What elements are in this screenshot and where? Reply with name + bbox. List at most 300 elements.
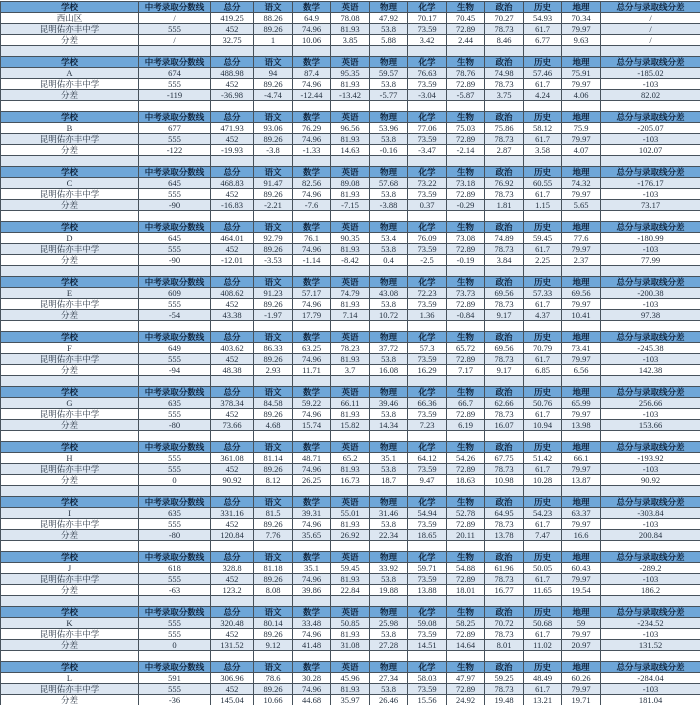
column-header: 地理 [562,442,601,453]
spacer-cell [139,596,211,607]
value-cell: 10.72 [370,310,408,321]
spacer-cell [370,211,408,222]
value-cell: 73.59 [408,409,447,420]
column-header: 政治 [485,222,524,233]
column-header: 化学 [408,607,447,618]
column-header: 地理 [562,2,601,13]
value-cell: -2.21 [254,200,293,211]
column-header: 化学 [408,167,447,178]
spacer-cell [524,46,562,57]
value-cell: 674 [139,68,211,79]
value-cell: 70.34 [562,13,601,24]
spacer-cell [524,651,562,662]
row-label-cell: 昆明佑亦丰中学 [1,299,139,310]
column-header: 历史 [524,387,562,398]
diff-row [1,35,700,46]
value-cell: 61.7 [524,464,562,475]
benchmark-school-row [1,134,700,145]
value-cell: 464.01 [211,233,254,244]
value-cell: / [601,13,700,24]
value-cell: 53.8 [370,244,408,255]
value-cell: 408.62 [211,288,254,299]
value-cell: 78.08 [331,13,370,24]
column-header: 化学 [408,332,447,343]
value-cell: 186.2 [601,585,700,596]
column-header: 物理 [370,552,408,563]
spacer-cell [524,211,562,222]
row-label-cell: 昆明佑亦丰中学 [1,354,139,365]
value-cell: 20.11 [447,530,485,541]
row-label-cell: 分差 [1,255,139,266]
column-header: 物理 [370,2,408,13]
column-header: 物理 [370,277,408,288]
value-cell: 74.89 [485,233,524,244]
column-header: 总分 [211,167,254,178]
spacer-cell [447,266,485,277]
value-cell: 70.72 [485,618,524,629]
value-cell: 93.06 [254,123,293,134]
section-header-row [1,607,700,618]
value-cell: 452 [211,519,254,530]
value-cell: -90 [139,255,211,266]
value-cell: 53.8 [370,409,408,420]
value-cell: 96.56 [331,123,370,134]
benchmark-school-row [1,79,700,90]
value-cell: 0 [139,640,211,651]
column-header: 总分与录取线分差 [601,552,700,563]
spacer-cell [408,46,447,57]
column-header: 政治 [485,662,524,673]
value-cell: -0.29 [447,200,485,211]
value-cell: 555 [139,684,211,695]
value-cell: 89.26 [254,134,293,145]
value-cell: 5.88 [370,35,408,46]
column-header: 历史 [524,112,562,123]
value-cell: 6.77 [524,35,562,46]
value-cell: 256.66 [601,398,700,409]
value-cell: -205.07 [601,123,700,134]
value-cell: 15.74 [293,420,331,431]
value-cell: 26.92 [331,530,370,541]
spacer-cell [408,596,447,607]
value-cell: 7.76 [254,530,293,541]
value-cell: 45.96 [331,673,370,684]
column-header: 中考录取分数线 [139,552,211,563]
spacer-cell [1,431,139,442]
value-cell: 74.96 [293,574,331,585]
value-cell: 32.75 [211,35,254,46]
school-row [1,68,700,79]
spacer-cell [408,156,447,167]
row-label-cell: 昆明佑亦丰中学 [1,464,139,475]
value-cell: 78.73 [485,134,524,145]
value-cell: 13.21 [524,695,562,705]
value-cell: 10.28 [524,475,562,486]
column-header: 生物 [447,442,485,453]
column-header: 数学 [293,2,331,13]
value-cell: 74.98 [485,68,524,79]
value-cell: 452 [211,134,254,145]
value-cell: 3.7 [331,365,370,376]
value-cell: 78.73 [485,299,524,310]
row-label-cell: 昆明佑亦丰中学 [1,134,139,145]
value-cell: 53.96 [370,123,408,134]
column-header: 生物 [447,277,485,288]
value-cell: 79.97 [562,629,601,640]
value-cell: 72.89 [447,244,485,255]
value-cell: 17.79 [293,310,331,321]
row-label-cell: 分差 [1,365,139,376]
value-cell: 555 [139,79,211,90]
column-header: 总分 [211,552,254,563]
value-cell: 72.89 [447,24,485,35]
spacer-row [1,376,700,387]
value-cell: 72.23 [408,288,447,299]
value-cell: 61.7 [524,244,562,255]
value-cell: 8.01 [485,640,524,651]
column-header: 学校 [1,167,139,178]
value-cell: / [601,24,700,35]
value-cell: 14.64 [447,640,485,651]
column-header: 中考录取分数线 [139,57,211,68]
value-cell: 81.93 [331,409,370,420]
value-cell: 635 [139,508,211,519]
spacer-cell [562,541,601,552]
row-label-cell: J [1,563,139,574]
spacer-cell [524,266,562,277]
value-cell: 58.25 [447,618,485,629]
spacer-cell [1,211,139,222]
value-cell: 26.25 [293,475,331,486]
benchmark-school-row [1,189,700,200]
value-cell: 72.89 [447,134,485,145]
value-cell: 78.73 [485,684,524,695]
value-cell: 91.47 [254,178,293,189]
column-header: 语文 [254,387,293,398]
value-cell: 33.48 [293,618,331,629]
column-header: 总分与录取线分差 [601,57,700,68]
spacer-cell [562,431,601,442]
value-cell: 2.37 [562,255,601,266]
value-cell: -36 [139,695,211,705]
value-cell: -90 [139,200,211,211]
value-cell: -36.98 [211,90,254,101]
value-cell: 73.59 [408,79,447,90]
value-cell: 53.4 [370,233,408,244]
value-cell: 69.56 [485,288,524,299]
value-cell: -4.74 [254,90,293,101]
value-cell: 59.45 [331,563,370,574]
value-cell: 76.29 [293,123,331,134]
spacer-cell [601,211,700,222]
value-cell: 77.99 [601,255,700,266]
section-header-row [1,442,700,453]
column-header: 中考录取分数线 [139,2,211,13]
value-cell: -103 [601,354,700,365]
column-header: 历史 [524,332,562,343]
spacer-cell [211,156,254,167]
value-cell: 555 [139,453,211,464]
spacer-cell [211,431,254,442]
column-header: 生物 [447,2,485,13]
value-cell: 61.7 [524,574,562,585]
column-header: 语文 [254,552,293,563]
row-label-cell: 分差 [1,640,139,651]
column-header: 政治 [485,277,524,288]
value-cell: 73.59 [408,684,447,695]
column-header: 总分与录取线分差 [601,387,700,398]
value-cell: 89.26 [254,299,293,310]
spacer-cell [331,651,370,662]
column-header: 政治 [485,442,524,453]
value-cell: 18.01 [447,585,485,596]
value-cell: 50.05 [524,563,562,574]
spacer-cell [601,596,700,607]
value-cell: 33.92 [370,563,408,574]
spacer-cell [485,156,524,167]
column-header: 数学 [293,552,331,563]
spacer-cell [331,486,370,497]
value-cell: -245.38 [601,343,700,354]
diff-row [1,420,700,431]
column-header: 政治 [485,552,524,563]
value-cell: 555 [139,629,211,640]
spacer-cell [370,321,408,332]
value-cell: 123.2 [211,585,254,596]
spacer-cell [370,46,408,57]
section-header-row [1,167,700,178]
value-cell: 11.65 [524,585,562,596]
value-cell: 419.25 [211,13,254,24]
school-row [1,398,700,409]
spacer-cell [447,651,485,662]
value-cell: -2.5 [408,255,447,266]
column-header: 语文 [254,167,293,178]
column-header: 化学 [408,497,447,508]
value-cell: 53.8 [370,519,408,530]
column-header: 物理 [370,112,408,123]
spacer-cell [211,101,254,112]
value-cell: 51.42 [524,453,562,464]
value-cell: 35.65 [293,530,331,541]
value-cell: 6.85 [524,365,562,376]
value-cell: 70.27 [485,13,524,24]
spacer-cell [370,541,408,552]
column-header: 生物 [447,607,485,618]
value-cell: 91.23 [254,288,293,299]
spacer-cell [447,541,485,552]
row-label-cell: C [1,178,139,189]
value-cell: -119 [139,90,211,101]
value-cell: 7.14 [331,310,370,321]
value-cell: 65.2 [331,453,370,464]
value-cell: 73.73 [447,288,485,299]
value-cell: -122 [139,145,211,156]
column-header: 历史 [524,442,562,453]
value-cell: 61.7 [524,629,562,640]
value-cell: 72.89 [447,189,485,200]
column-header: 政治 [485,112,524,123]
value-cell: -80 [139,420,211,431]
column-header: 总分 [211,662,254,673]
spacer-cell [524,541,562,552]
value-cell: -103 [601,409,700,420]
column-header: 政治 [485,167,524,178]
value-cell: 73.59 [408,464,447,475]
value-cell: 555 [139,189,211,200]
value-cell: 131.52 [601,640,700,651]
column-header: 中考录取分数线 [139,662,211,673]
spacer-cell [447,321,485,332]
value-cell: 31.08 [331,640,370,651]
section-header-row [1,57,700,68]
value-cell: 4.24 [524,90,562,101]
spacer-cell [139,46,211,57]
value-cell: -176.17 [601,178,700,189]
row-label-cell: A [1,68,139,79]
spacer-cell [211,211,254,222]
spacer-row [1,321,700,332]
value-cell: 63.37 [562,508,601,519]
value-cell: -7.15 [331,200,370,211]
section-header-row [1,387,700,398]
column-header: 学校 [1,497,139,508]
value-cell: 13.88 [408,585,447,596]
value-cell: 44.68 [293,695,331,705]
row-label-cell: 昆明佑亦丰中学 [1,629,139,640]
column-header: 数学 [293,662,331,673]
value-cell: -16.83 [211,200,254,211]
value-cell: 82.02 [601,90,700,101]
column-header: 中考录取分数线 [139,112,211,123]
benchmark-school-row [1,24,700,35]
value-cell: 72.89 [447,519,485,530]
diff-row [1,200,700,211]
column-header: 学校 [1,662,139,673]
diff-row [1,310,700,321]
value-cell: 79.97 [562,24,601,35]
value-cell: 9.12 [254,640,293,651]
value-cell: 81.93 [331,629,370,640]
value-cell: -0.16 [370,145,408,156]
spacer-cell [562,376,601,387]
column-header: 学校 [1,222,139,233]
column-header: 语文 [254,607,293,618]
column-header: 英语 [331,277,370,288]
value-cell: 59 [562,618,601,629]
spacer-cell [331,46,370,57]
column-header: 地理 [562,222,601,233]
spacer-cell [408,266,447,277]
value-cell: 57.3 [408,343,447,354]
value-cell: 64.95 [485,508,524,519]
value-cell: 79.97 [562,519,601,530]
value-cell: 35.1 [293,563,331,574]
value-cell: 79.97 [562,409,601,420]
spacer-cell [485,321,524,332]
column-header: 数学 [293,222,331,233]
spacer-row [1,486,700,497]
value-cell: -8.42 [331,255,370,266]
column-header: 中考录取分数线 [139,387,211,398]
value-cell: 361.08 [211,453,254,464]
column-header: 英语 [331,112,370,123]
spacer-cell [139,211,211,222]
value-cell: 53.8 [370,189,408,200]
spacer-cell [408,431,447,442]
column-header: 政治 [485,332,524,343]
spacer-cell [1,596,139,607]
value-cell: 331.16 [211,508,254,519]
value-cell: 3.58 [524,145,562,156]
value-cell: 31.46 [370,508,408,519]
value-cell: 13.98 [562,420,601,431]
column-header: 总分 [211,607,254,618]
spacer-cell [370,596,408,607]
value-cell: 81.5 [254,508,293,519]
row-label-cell: 分差 [1,90,139,101]
spacer-cell [211,651,254,662]
spacer-cell [293,596,331,607]
value-cell: 618 [139,563,211,574]
value-cell: 452 [211,409,254,420]
spacer-cell [370,486,408,497]
value-cell: 1 [254,35,293,46]
value-cell: 200.84 [601,530,700,541]
value-cell: 145.04 [211,695,254,705]
column-header: 生物 [447,387,485,398]
value-cell: 89.26 [254,629,293,640]
school-row [1,453,700,464]
value-cell: 60.26 [562,673,601,684]
value-cell: 72.89 [447,684,485,695]
value-cell: -103 [601,134,700,145]
value-cell: 8.12 [254,475,293,486]
value-cell: 72.89 [447,574,485,585]
value-cell: 72.89 [447,629,485,640]
value-cell: 1.36 [408,310,447,321]
value-cell: 22.84 [331,585,370,596]
value-cell: 66.1 [562,453,601,464]
value-cell: 54.26 [447,453,485,464]
value-cell: 89.26 [254,79,293,90]
column-header: 中考录取分数线 [139,277,211,288]
column-header: 地理 [562,387,601,398]
column-header: 总分与录取线分差 [601,497,700,508]
value-cell: 89.26 [254,354,293,365]
column-header: 英语 [331,167,370,178]
value-cell: 4.06 [562,90,601,101]
value-cell: 61.96 [485,563,524,574]
spacer-cell [1,156,139,167]
column-header: 化学 [408,442,447,453]
value-cell: -5.87 [447,90,485,101]
value-cell: 471.93 [211,123,254,134]
column-header: 总分 [211,387,254,398]
column-header: 语文 [254,497,293,508]
value-cell: 73.17 [601,200,700,211]
spacer-cell [408,321,447,332]
spacer-cell [485,46,524,57]
value-cell: 78.73 [485,79,524,90]
spacer-cell [524,486,562,497]
value-cell: 11.71 [293,365,331,376]
spacer-row [1,156,700,167]
section-header-row [1,497,700,508]
spacer-cell [139,486,211,497]
column-header: 历史 [524,167,562,178]
value-cell: 73.59 [408,299,447,310]
